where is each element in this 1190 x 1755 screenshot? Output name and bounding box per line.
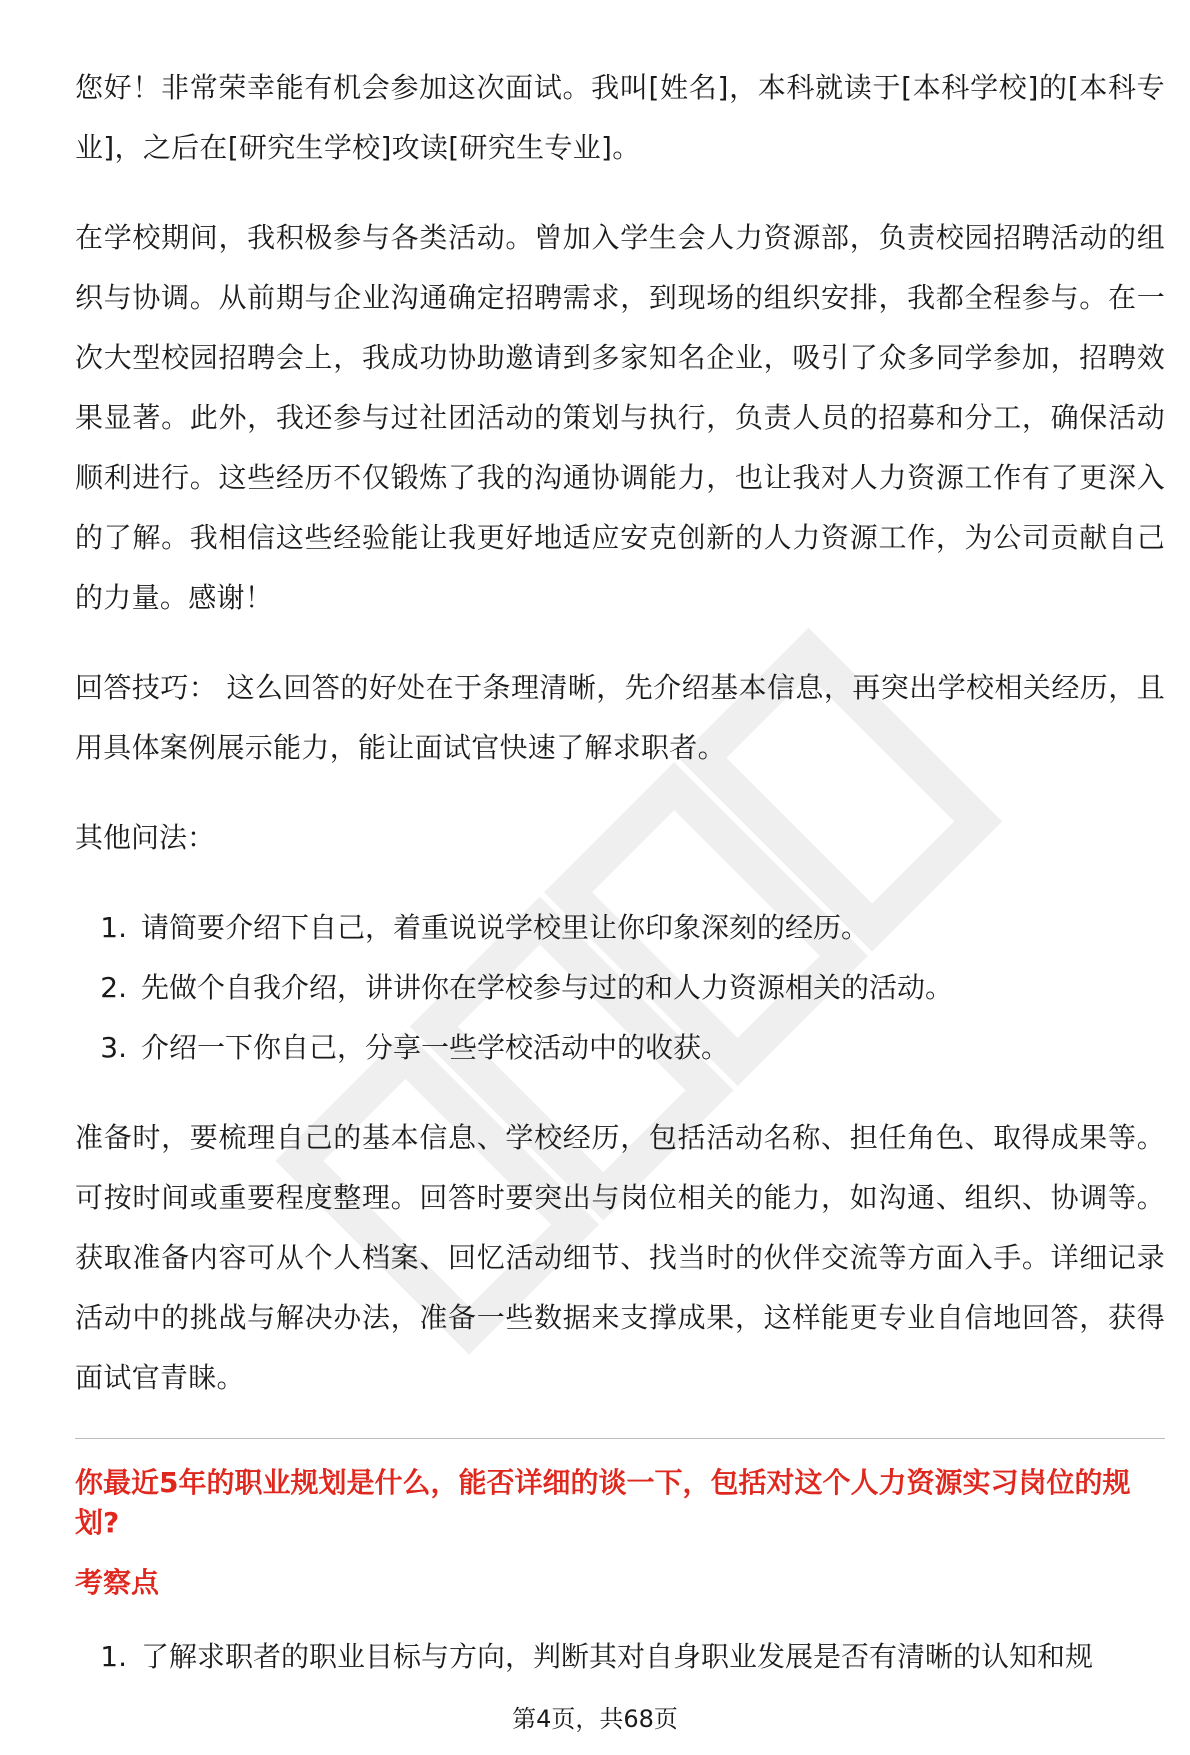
list-number: 3.: [100, 1031, 127, 1064]
page-number-footer: 第4页，共68页: [512, 1705, 678, 1733]
other-questions-list: [75, 898, 1165, 1078]
list-item: [75, 958, 1165, 1018]
tips-paragraph: 回答技巧： 这么回答的好处在于条理清晰，先介绍基本信息，再突出学校相关经历，且用具体案例展示能力，能让面试官快速了解求职者。: [75, 671, 1165, 764]
experience-paragraph: 在学校期间，我积极参与各类活动。曾加入学生会人力资源部，负责校园招聘活动的组织与协调。从前期与企业沟通确定招聘需求，到现场的组织安排，我都全程参与。在一次大型校园招聘会上，我成功协助邀请到多家知名企业，吸引了众多同学参加，招聘效果显著。此外，我还参与过社团活动的策划与执行，负责人员的招募和分工，确保活动顺利进行。这些经历不仅锻炼了我的沟通协调能力，也让我对人力资源工作有了更深入的了解。我相信这些经验能让我更好地适应安克创新的人力资源工作，为公司贡献自己的力量。感谢！: [75, 221, 1165, 614]
list-text: 先做个自我介绍，讲讲你在学校参与过的和人力资源相关的活动。: [141, 971, 954, 1004]
list-number: 1.: [100, 1640, 127, 1673]
assessment-list: [75, 1637, 1165, 1677]
other-questions-label: 其他问法：: [75, 821, 216, 854]
list-number: 2.: [100, 971, 127, 1004]
section-divider: [75, 1438, 1165, 1439]
list-item: [75, 1018, 1165, 1078]
document-page: [75, 58, 1165, 1677]
assessment-heading: 考察点: [75, 1566, 160, 1599]
list-text: 请简要介绍下自己，着重说说学校里让你印象深刻的经历。: [141, 911, 870, 944]
list-text: 介绍一下你自己，分享一些学校活动中的收获。: [141, 1031, 730, 1064]
list-item: [75, 1637, 1165, 1677]
list-number: 1.: [100, 911, 127, 944]
intro-paragraph: 您好！非常荣幸能有机会参加这次面试。我叫[姓名]，本科就读于[本科学校]的[本科专业]，之后在[研究生学校]攻读[研究生专业]。: [75, 71, 1165, 164]
preparation-paragraph: 准备时，要梳理自己的基本信息、学校经历，包括活动名称、担任角色、取得成果等。可按时间或重要程度整理。回答时要突出与岗位相关的能力，如沟通、组织、协调等。获取准备内容可从个人档案、回忆活动细节、找当时的伙伴交流等方面入手。详细记录活动中的挑战与解决办法，准备一些数据来支撑成果，这样能更专业自信地回答，获得面试官青睐。: [75, 1121, 1165, 1394]
list-text: 了解求职者的职业目标与方向，判断其对自身职业发展是否有清晰的认知和规: [141, 1640, 1094, 1673]
question-heading: 你最近5年的职业规划是什么，能否详细的谈一下，包括对这个人力资源实习岗位的规划?: [75, 1466, 1131, 1539]
list-item: [75, 898, 1165, 958]
